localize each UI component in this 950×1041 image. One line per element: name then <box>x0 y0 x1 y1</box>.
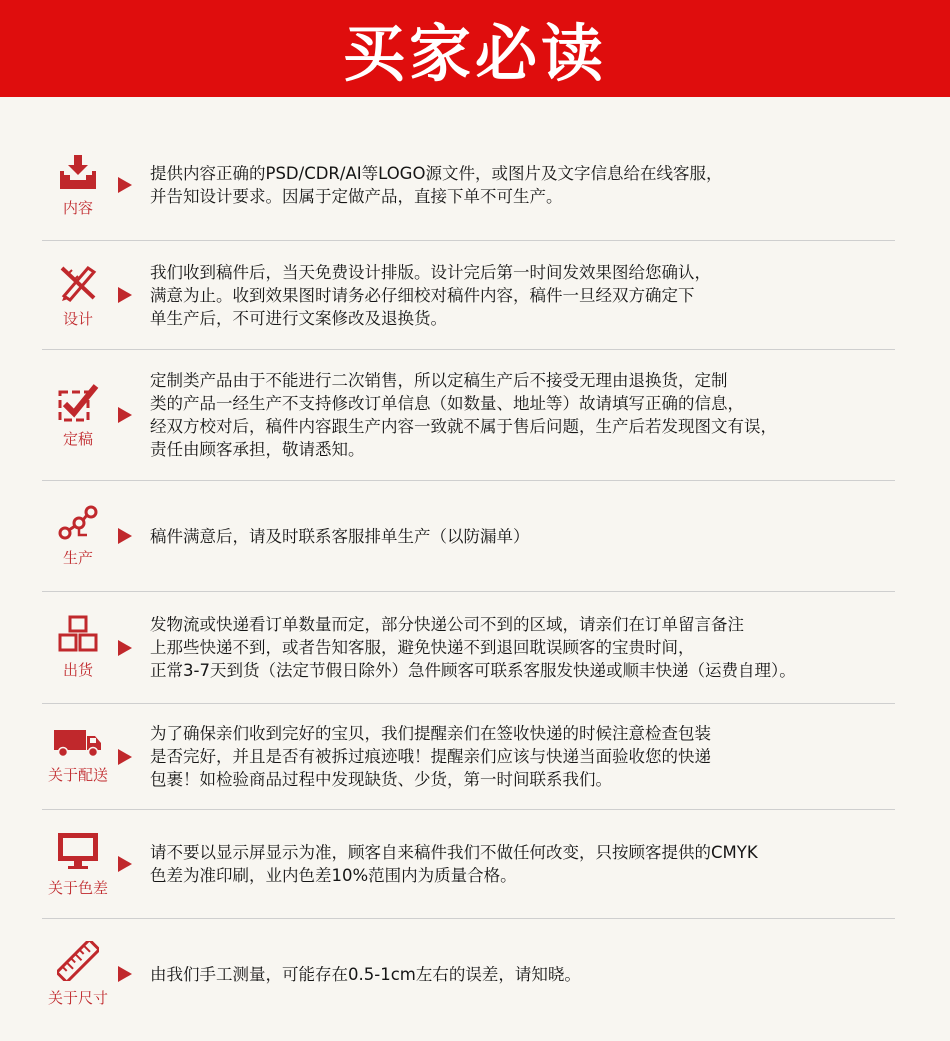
section-label: 定稿 <box>62 429 93 448</box>
section-shipping <box>42 592 895 704</box>
arrow-icon <box>118 407 132 423</box>
arrow-icon <box>118 287 132 303</box>
section-production <box>42 481 895 592</box>
arrow-icon <box>118 856 132 872</box>
section-text: 发物流或快递看订单数量而定，部分快递公司不到的区域，请亲们在订单留言备注 上那些快递不到，或者告知客服，避免快递不到退回耽误顾客的宝贵时间， 正常3-7天到货（法定节假日除外）急件顾客可联系客服发快递或顺丰快递（运费自理）。 <box>150 615 796 680</box>
section-text: 为了确保亲们收到完好的宝贝，我们提醒亲们在签收快递的时候注意检查包装 是否完好，并且是否有被拆过痕迹哦！提醒亲们应该与快递当面验收您的快递 包裹！如检验商品过程中发现缺货、少货，第一时间联系我们。 <box>150 724 711 789</box>
pencil-ruler-icon <box>58 262 98 302</box>
section-text: 由我们手工测量，可能存在0.5-1cm左右的误差，请知晓。 <box>150 964 581 984</box>
section-label: 内容 <box>62 198 93 217</box>
section-label: 生产 <box>62 548 93 567</box>
section-content <box>42 130 895 241</box>
section-text: 请不要以显示屏显示为准，顾客自来稿件我们不做任何改变，只按顾客提供的CMYK 色差为准印刷，业内色差10%范围内为质量合格。 <box>150 843 758 885</box>
arrow-icon <box>118 177 132 193</box>
section-delivery <box>42 704 895 810</box>
monitor-icon <box>56 831 100 871</box>
section-label: 关于尺寸 <box>47 988 108 1007</box>
section-color-difference <box>42 810 895 919</box>
section-text: 提供内容正确的PSD/CDR/AI等LOGO源文件，或图片及文字信息给在线客服， 并告知设计要求。因属于定做产品，直接下单不可生产。 <box>150 164 723 206</box>
section-label: 出货 <box>62 661 93 679</box>
section-finalize <box>42 350 895 481</box>
process-nodes-icon <box>57 505 99 541</box>
section-design <box>42 241 895 350</box>
section-text: 稿件满意后，请及时联系客服排单生产（以防漏单） <box>150 526 530 546</box>
arrow-icon <box>118 749 132 765</box>
inbox-download-icon <box>58 153 98 191</box>
section-text: 我们收到稿件后，当天免费设计排版。设计完后第一时间发效果图给您确认， 满意为止。收到效果图时请务必仔细校对稿件内容，稿件一旦经双方确定下 单生产后，不可进行文案修改及退换货。 <box>150 262 711 328</box>
section-label: 关于色差 <box>47 878 108 897</box>
truck-icon <box>53 728 103 758</box>
arrow-icon <box>118 528 132 544</box>
checkbox-icon <box>57 382 99 422</box>
section-text: 定制类产品由于不能进行二次销售，所以定稿生产后不接受无理由退换货，定制 类的产品一经生产不支持修改订单信息（如数量、地址等）故请填写正确的信息， 经双方校对后，稿件内容跟生产内容一致就不属于售后问题，生产后若发现图文有误， 责任由顾客承担，敬请悉知。 <box>150 371 777 459</box>
page-title: 买家必读 <box>342 17 607 90</box>
page-header <box>0 0 950 97</box>
arrow-icon <box>118 640 132 656</box>
ruler-icon <box>57 941 99 981</box>
boxes-icon <box>58 615 98 653</box>
section-label: 设计 <box>62 309 93 328</box>
section-size <box>42 919 895 1029</box>
section-label: 关于配送 <box>47 766 108 784</box>
arrow-icon <box>118 966 132 982</box>
